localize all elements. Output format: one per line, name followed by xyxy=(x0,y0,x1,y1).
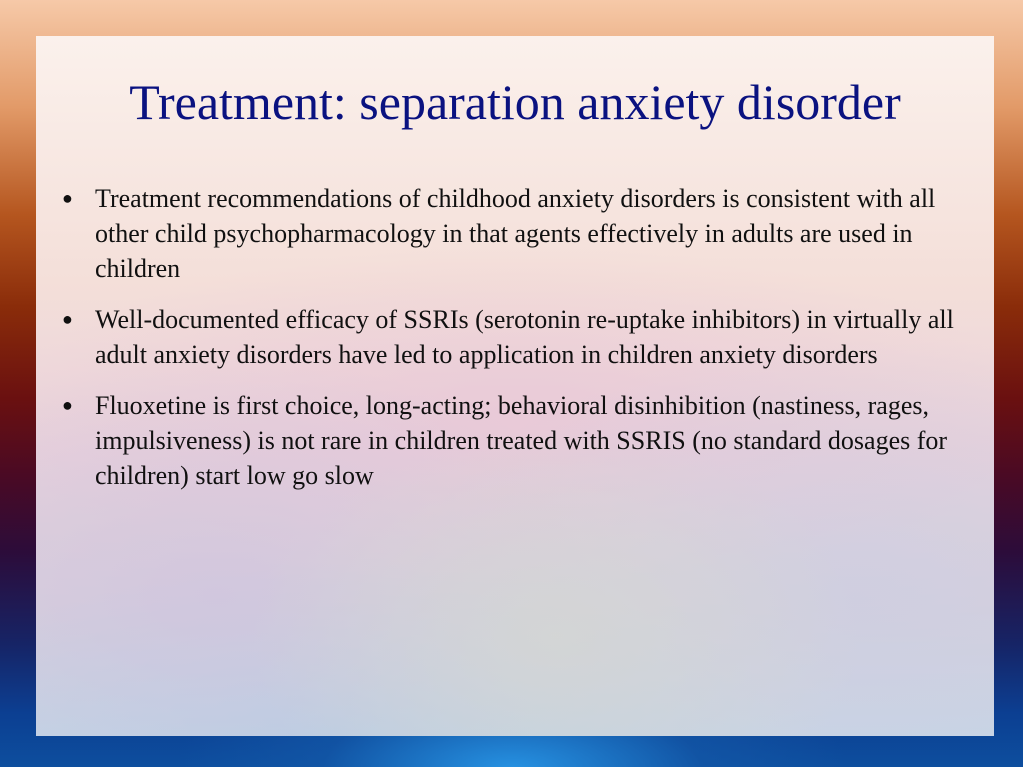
bullet-dot-icon: ● xyxy=(62,309,73,329)
bullet-text: Well-documented efficacy of SSRIs (serotonin re-uptake inhibitors) in virtually all adult anxiety disorders have led to application in children anxiety disorders xyxy=(95,305,954,369)
bullet-item xyxy=(59,388,979,493)
slide-content-panel xyxy=(36,36,994,736)
bullet-dot-icon: ● xyxy=(62,395,73,415)
bullet-list xyxy=(59,181,979,509)
bullet-text: Treatment recommendations of childhood anxiety disorders is consistent with all other child psychopharmacology in that agents effectively in adults are used in children xyxy=(95,184,936,283)
bullet-item xyxy=(59,302,979,372)
slide-title: Treatment: separation anxiety disorder xyxy=(129,74,901,130)
bullet-text: Fluoxetine is first choice, long-acting; behavioral disinhibition (nastiness, rages, impulsiveness) is not rare in children treated with SSRIS (no standard dosages for children) start low go slow xyxy=(95,391,948,490)
bullet-dot-icon: ● xyxy=(62,188,73,208)
bullet-item xyxy=(59,181,979,286)
